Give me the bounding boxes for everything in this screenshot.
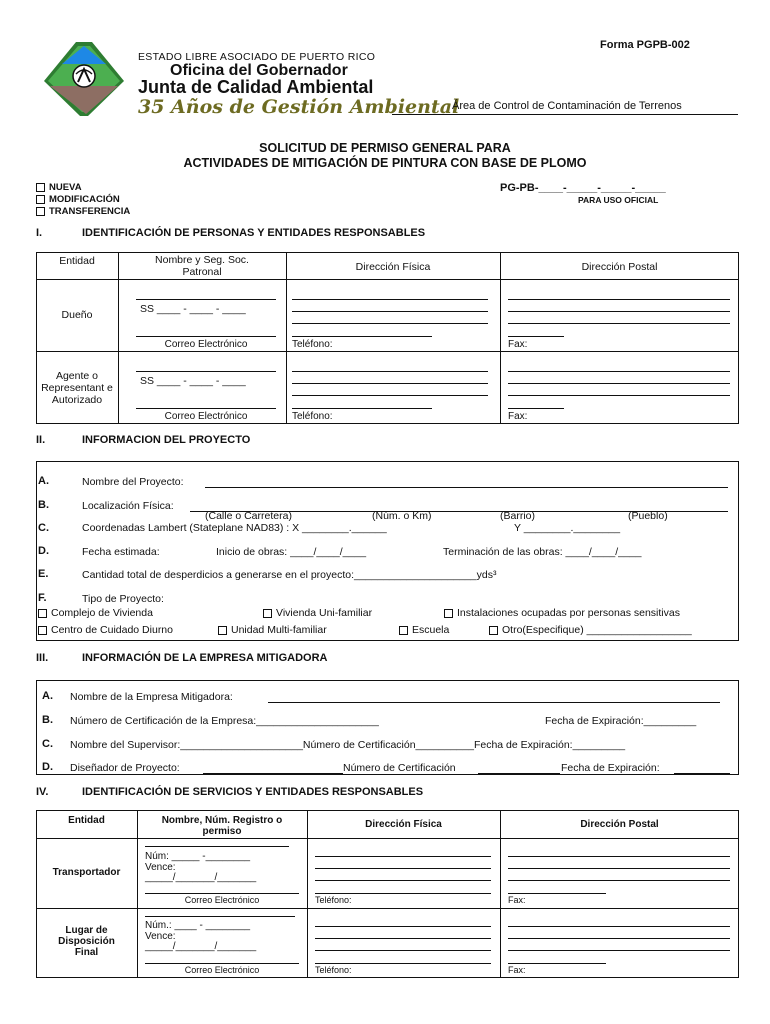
s4-disp-num[interactable]: Núm.: ____ - ________	[145, 920, 251, 931]
section3-title: INFORMACIÓN DE LA EMPRESA MITIGADORA	[82, 652, 328, 664]
s4-disp-fax-label: Fax:	[508, 965, 526, 975]
s1-agente-fisica-line1[interactable]	[292, 371, 488, 372]
s1-agente-phone-line[interactable]	[292, 408, 432, 409]
s1-header-dir-fisica: Dirección Física	[355, 261, 431, 273]
s2-d-label: Fecha estimada:	[82, 546, 160, 558]
s3-c-label[interactable]: Nombre del Supervisor:_____________________Número de Certificación__________Fecha de Expiración:_________	[70, 739, 626, 751]
s3-b-label[interactable]: Número de Certificación de la Empresa:_____________________	[70, 715, 379, 727]
title-line2: ACTIVIDADES DE MITIGACIÓN DE PINTURA CON BASE DE PLOMO	[183, 156, 587, 170]
s3-d-letter: D.	[42, 761, 53, 773]
form-id: Forma PGPB-002	[600, 39, 690, 51]
s3-d-cert: Número de Certificación	[343, 762, 456, 774]
permit-number[interactable]: PG-PB-____-_____-_____-_____	[500, 182, 666, 194]
s4-header-dir-postal: Dirección Postal	[580, 819, 659, 830]
s3-b-exp[interactable]: Fecha de Expiración:_________	[545, 715, 697, 727]
estado-label: ESTADO LIBRE ASOCIADO DE PUERTO RICO	[138, 51, 376, 63]
s4-disp-fax-line[interactable]	[508, 963, 606, 964]
s4-transp-fax-label: Fax:	[508, 895, 526, 905]
s4-disp-name-field[interactable]	[145, 916, 295, 917]
checkbox-transferencia[interactable]: TRANSFERENCIA	[36, 206, 130, 217]
s1-agente-postal-line2[interactable]	[508, 383, 730, 384]
s1-agente-postal-line1[interactable]	[508, 371, 730, 372]
section2-title: INFORMACION DEL PROYECTO	[82, 434, 251, 446]
s4-disp-postal-line1[interactable]	[508, 926, 730, 927]
anos-label: 35 Años de Gestión Ambiental	[138, 96, 460, 118]
s2-a-letter: A.	[38, 475, 49, 487]
s2-f-letter: F.	[38, 592, 47, 604]
s1-header-dir-postal: Dirección Postal	[581, 261, 658, 273]
s3-c-letter: C.	[42, 738, 53, 750]
s4-transp-phone-line[interactable]	[315, 893, 491, 894]
s4-transp-postal-line3[interactable]	[508, 880, 730, 881]
s1-agente-fisica-line3[interactable]	[292, 395, 488, 396]
title-line1: SOLICITUD DE PERMISO GENERAL PARA	[259, 141, 511, 155]
s2-b-sub-barrio: (Barrio)	[500, 510, 536, 522]
s1-dueno-fisica-line3[interactable]	[292, 323, 488, 324]
s1-agente-name-field[interactable]	[136, 371, 276, 372]
section4-title: IDENTIFICACIÓN DE SERVICIOS Y ENTIDADES RESPONSABLES	[82, 786, 424, 798]
s1-agente-email-label: Correo Electrónico	[164, 411, 248, 422]
s1-dueno-email-field[interactable]	[136, 336, 276, 337]
s4-header-entidad: Entidad	[68, 815, 105, 826]
s1-dueno-phone-line[interactable]	[292, 336, 432, 337]
s2-b-sub-pueblo: (Pueblo)	[628, 510, 668, 522]
s2-d-letter: D.	[38, 545, 49, 557]
s2-e-letter: E.	[38, 568, 49, 580]
s4-transp-num[interactable]: Núm: _____ -________	[145, 851, 251, 862]
s4-disp-fisica-line3[interactable]	[315, 950, 491, 951]
s1-agente-postal-line3[interactable]	[508, 395, 730, 396]
s4-transp-email-label: Correo Electrónico	[184, 895, 260, 905]
area-label: Área de Control de Contaminación de Terrenos	[452, 100, 682, 112]
checkbox-nueva[interactable]: NUEVA	[36, 182, 82, 193]
s4-disp-postal-line2[interactable]	[508, 938, 730, 939]
s2-b-letter: B.	[38, 499, 49, 511]
s1-agente-ss[interactable]: SS ____ - ____ - ____	[140, 375, 246, 387]
section4-num: IV.	[36, 786, 49, 798]
s3-d-exp: Fecha de Expiración:	[561, 762, 660, 774]
s4-header-nombre: Nombre, Núm. Registro o permiso	[161, 815, 283, 837]
s3-d-label: Diseñador de Proyecto:	[70, 762, 180, 774]
s4-disp-vence: Vence:	[145, 931, 176, 942]
section3-num: III.	[36, 652, 49, 664]
s2-type-otro[interactable]: Otro(Especifique) __________________	[489, 624, 692, 636]
s2-type-complejo[interactable]: Complejo de Vivienda	[38, 607, 153, 619]
s3-a-letter: A.	[42, 690, 53, 702]
s1-agente-phone-label: Teléfono:	[292, 411, 333, 422]
s2-b-label: Localización Física:	[82, 500, 174, 512]
s2-type-cuidado[interactable]: Centro de Cuidado Diurno	[38, 624, 173, 636]
s4-transp-vence: Vence:	[145, 862, 176, 873]
s3-b-letter: B.	[42, 714, 53, 726]
s2-type-multifamiliar[interactable]: Unidad Multi-familiar	[218, 624, 327, 636]
junta-label: Junta de Calidad Ambiental	[138, 77, 374, 97]
s1-dueno-email-label: Correo Electrónico	[164, 339, 248, 350]
s4-transp-fisica-line2[interactable]	[315, 868, 491, 869]
section1-num: I.	[36, 227, 43, 239]
s1-dueno-fisica-line2[interactable]	[292, 311, 488, 312]
s2-d-inicio[interactable]: Inicio de obras: ____/____/____	[216, 546, 367, 558]
section1-title: IDENTIFICACIÓN DE PERSONAS Y ENTIDADES RESPONSABLES	[82, 227, 426, 239]
s4-transp-postal-line2[interactable]	[508, 868, 730, 869]
section4-table	[36, 810, 739, 978]
s1-header-entidad: Entidad	[59, 255, 95, 267]
s1-dueno-fisica-line1[interactable]	[292, 299, 488, 300]
s1-agente-fisica-line2[interactable]	[292, 383, 488, 384]
s2-project-name-field[interactable]	[205, 487, 728, 488]
s1-dueno-fax-label: Fax:	[508, 339, 528, 350]
section2-num: II.	[36, 434, 46, 446]
s3-designer-field[interactable]	[203, 773, 343, 774]
s2-type-sensitivas[interactable]: Instalaciones ocupadas por personas sensitivas	[444, 607, 680, 619]
s4-disp-phone-label: Teléfono:	[315, 965, 352, 975]
s1-dueno-ss[interactable]: SS ____ - ____ - ____	[140, 303, 246, 315]
s4-transp-fisica-line1[interactable]	[315, 856, 491, 857]
s4-disp-email-label: Correo Electrónico	[184, 965, 260, 975]
s2-a-label: Nombre del Proyecto:	[82, 476, 184, 488]
s4-disp-date[interactable]: _____/_______/_______	[145, 941, 257, 952]
s2-c-label[interactable]: Coordenadas Lambert (Stateplane NAD83) : X ________.______	[82, 522, 387, 534]
s1-agente-fax-label: Fax:	[508, 411, 528, 422]
s4-transp-phone-label: Teléfono:	[315, 895, 352, 905]
s4-transp-postal-line1[interactable]	[508, 856, 730, 857]
s1-dueno-fax-line[interactable]	[508, 336, 564, 337]
s2-c-y[interactable]: Y ________.________	[514, 522, 621, 534]
s4-transp-name-field[interactable]	[145, 846, 289, 847]
s2-c-letter: C.	[38, 522, 49, 534]
s4-entity-disposicion: Lugar de Disposición Final	[58, 925, 115, 958]
s1-entity-dueno: Dueño	[61, 309, 93, 321]
s1-header-nombre: Nombre y Seg. Soc. Patronal	[155, 254, 249, 278]
s4-transp-email-field[interactable]	[145, 893, 299, 894]
s1-agente-email-field[interactable]	[136, 408, 276, 409]
s3-designer-exp-field[interactable]	[674, 773, 730, 774]
s4-header-dir-fisica: Dirección Física	[365, 819, 442, 830]
s2-f-label: Tipo de Proyecto:	[82, 593, 164, 605]
s1-agente-fax-line[interactable]	[508, 408, 564, 409]
official-use-note: PARA USO OFICIAL	[578, 195, 659, 205]
s3-designer-cert-field[interactable]	[478, 773, 560, 774]
oficina-label: Oficina del Gobernador	[170, 62, 348, 79]
s2-b-sub-calle: (Calle o Carretera)	[205, 510, 292, 522]
s1-dueno-postal-line3[interactable]	[508, 323, 730, 324]
jca-logo	[36, 36, 132, 118]
checkbox-modificacion[interactable]: MODIFICACIÓN	[36, 194, 120, 205]
s3-company-name-field[interactable]	[268, 702, 720, 703]
s1-dueno-postal-line2[interactable]	[508, 311, 730, 312]
s4-disp-postal-line3[interactable]	[508, 950, 730, 951]
s4-entity-transportador: Transportador	[52, 867, 121, 878]
s4-disp-fisica-line2[interactable]	[315, 938, 491, 939]
header-rule	[392, 114, 738, 115]
s4-transp-date[interactable]: _____/_______/_______	[145, 872, 257, 883]
s4-disp-fisica-line1[interactable]	[315, 926, 491, 927]
s2-type-escuela[interactable]: Escuela	[399, 624, 449, 636]
s4-disp-phone-line[interactable]	[315, 963, 491, 964]
s2-d-term[interactable]: Terminación de las obras: ____/____/____	[443, 546, 642, 558]
s2-e-label[interactable]: Cantidad total de desperdicios a generarse en el proyecto:_____________________yds³	[82, 569, 497, 581]
s2-b-sub-num: (Núm. o Km)	[372, 510, 432, 522]
s1-dueno-phone-label: Teléfono:	[292, 339, 333, 350]
s1-dueno-name-field[interactable]	[136, 299, 276, 300]
s4-disp-email-field[interactable]	[145, 963, 299, 964]
s4-transp-fisica-line3[interactable]	[315, 880, 491, 881]
s1-entity-agente: Agente o Representant e Autorizado	[41, 370, 113, 406]
s1-dueno-postal-line1[interactable]	[508, 299, 730, 300]
s3-a-label: Nombre de la Empresa Mitigadora:	[70, 691, 233, 703]
s2-type-unifamiliar[interactable]: Vivienda Uni-familiar	[263, 607, 372, 619]
s4-transp-fax-line[interactable]	[508, 893, 606, 894]
